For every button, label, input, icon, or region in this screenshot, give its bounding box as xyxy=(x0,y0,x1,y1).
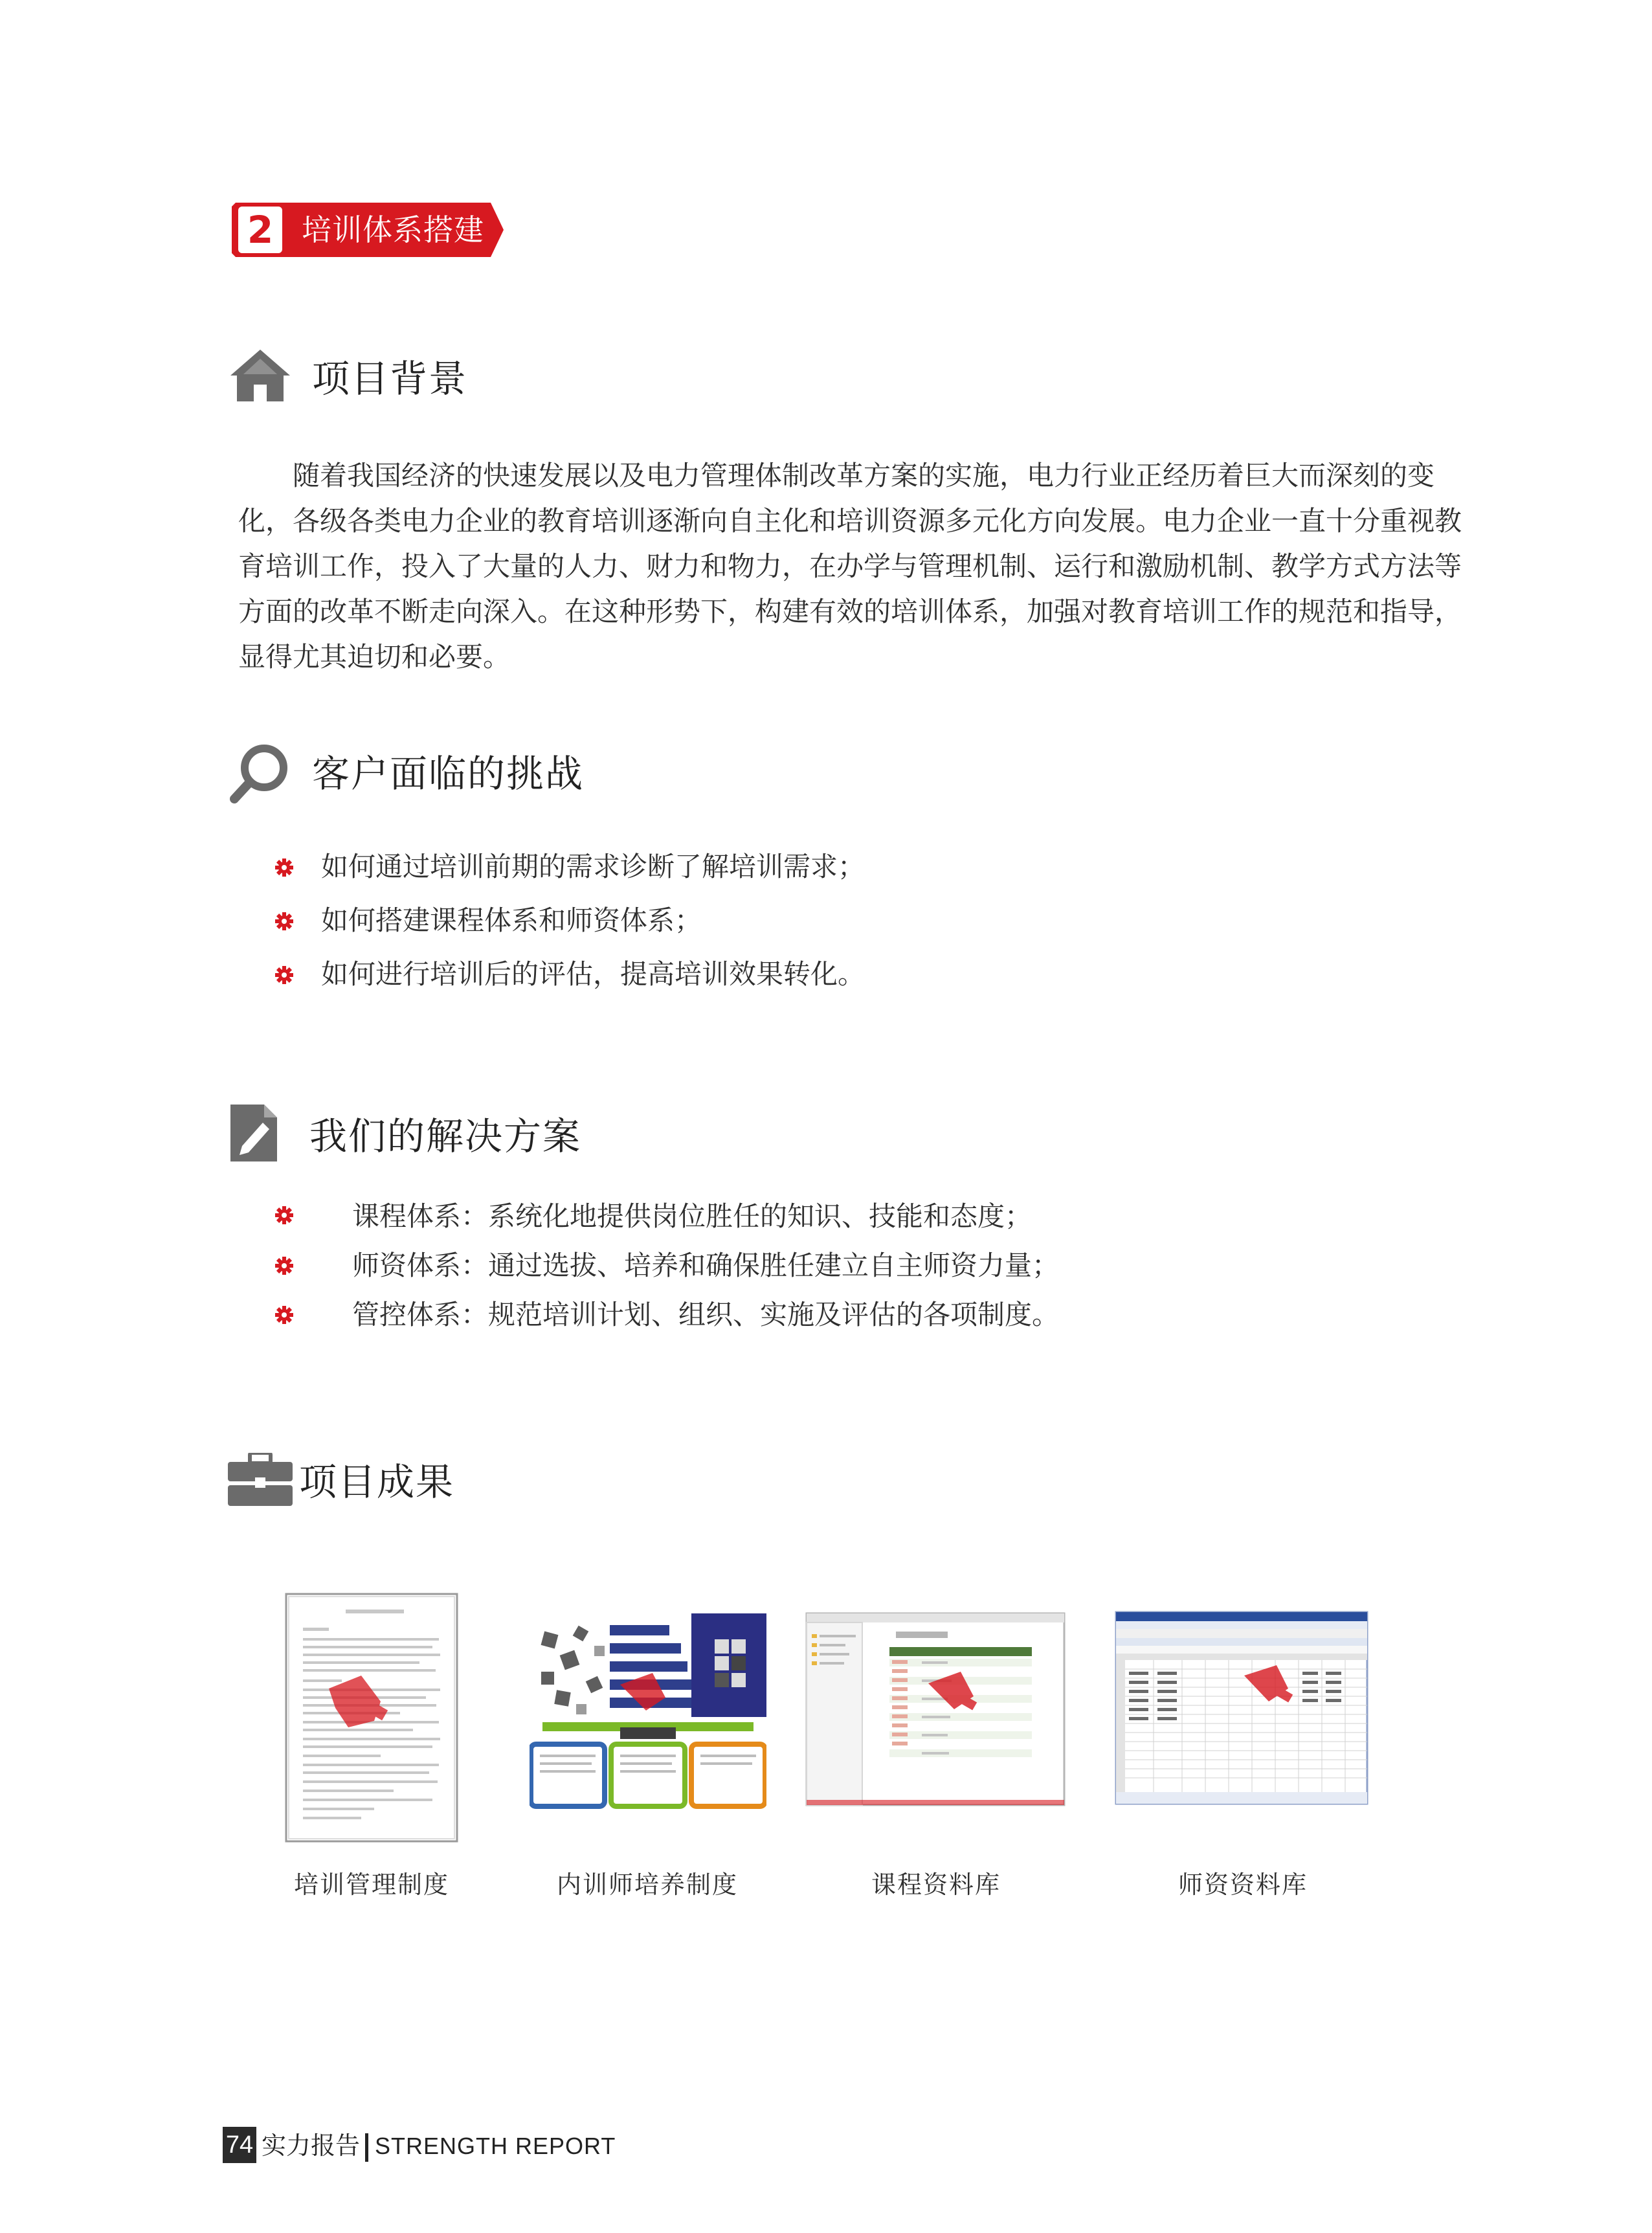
solution-label: 师资体系 xyxy=(352,1250,462,1281)
document-pen-icon xyxy=(230,1105,277,1161)
result-caption: 师资资料库 xyxy=(1178,1870,1308,1899)
footer-title xyxy=(262,2129,616,2163)
framework-diagram-thumbnail xyxy=(530,1613,766,1809)
solution-item: 管控体系：规范培训计划、组织、实施及评估的各项制度。 xyxy=(352,1299,1060,1330)
paragraph-line: 育培训工作，投入了大量的人力、财力和物力，在办学与管理机制、运行和激励机制、教学方式方法等 xyxy=(238,550,1462,582)
gear-bullet-icon xyxy=(274,1256,294,1275)
result-caption: 培训管理制度 xyxy=(293,1870,449,1899)
gear-bullet-icon xyxy=(274,858,294,877)
solution-text: 系统化地提供岗位胜任的知识、技能和态度； xyxy=(488,1200,1032,1232)
solution-item: 师资体系：通过选拔、培养和确保胜任建立自主师资力量； xyxy=(352,1250,1060,1281)
magnifier-icon xyxy=(229,742,290,804)
paragraph-line: 化，各级各类电力企业的教育培训逐渐向自主化和培训资源多元化方向发展。电力企业一直十分重视教 xyxy=(238,505,1462,537)
solution-text: 通过选拔、培养和确保胜任建立自主师资力量； xyxy=(488,1250,1060,1281)
footer-divider xyxy=(365,2133,368,2162)
gear-bullet-icon xyxy=(274,912,294,931)
home-icon xyxy=(228,347,293,404)
paragraph-line: 方面的改革不断走向深入。在这种形势下，构建有效的培训体系，加强对教育培训工作的规范和指导， xyxy=(238,596,1462,627)
solution-label: 管控体系 xyxy=(352,1299,462,1330)
results-heading: 项目成果 xyxy=(299,1460,455,1504)
solutions-heading: 我们的解决方案 xyxy=(309,1114,582,1158)
paragraph-line: 显得尤其迫切和必要。 xyxy=(238,641,511,673)
footer-title-en: STRENGTH REPORT xyxy=(375,2133,616,2159)
solution-text: 规范培训计划、组织、实施及评估的各项制度。 xyxy=(488,1299,1060,1330)
gear-bullet-icon xyxy=(274,965,294,985)
teacher-database-thumbnail xyxy=(1115,1611,1368,1805)
background-heading: 项目背景 xyxy=(312,357,468,401)
briefcase-icon xyxy=(228,1453,293,1506)
challenge-item: 如何进行培训后的评估，提高培训效果转化。 xyxy=(321,958,865,990)
challenge-item: 如何通过培训前期的需求诊断了解培训需求； xyxy=(321,851,865,882)
challenges-heading: 客户面临的挑战 xyxy=(312,752,585,796)
section-number: 2 xyxy=(247,208,274,252)
gear-bullet-icon xyxy=(274,1206,294,1225)
section-title: 培训体系搭建 xyxy=(302,212,484,247)
footer-title-cn: 实力报告 xyxy=(262,2131,361,2160)
page-number: 74 xyxy=(223,2127,256,2163)
result-caption: 课程资料库 xyxy=(871,1870,1001,1899)
result-caption: 内训师培养制度 xyxy=(556,1870,738,1899)
background-paragraph xyxy=(238,453,1462,680)
section-tag xyxy=(232,203,504,257)
paragraph-line: 随着我国经济的快速发展以及电力管理体制改革方案的实施，电力行业正经历着巨大而深刻的变 xyxy=(293,460,1435,491)
document-thumbnail xyxy=(284,1591,460,1844)
course-database-thumbnail xyxy=(805,1612,1066,1806)
solution-label: 课程体系 xyxy=(352,1200,462,1232)
solution-item: 课程体系：系统化地提供岗位胜任的知识、技能和态度； xyxy=(352,1200,1032,1232)
challenge-item: 如何搭建课程体系和师资体系； xyxy=(321,904,702,936)
gear-bullet-icon xyxy=(274,1305,294,1325)
